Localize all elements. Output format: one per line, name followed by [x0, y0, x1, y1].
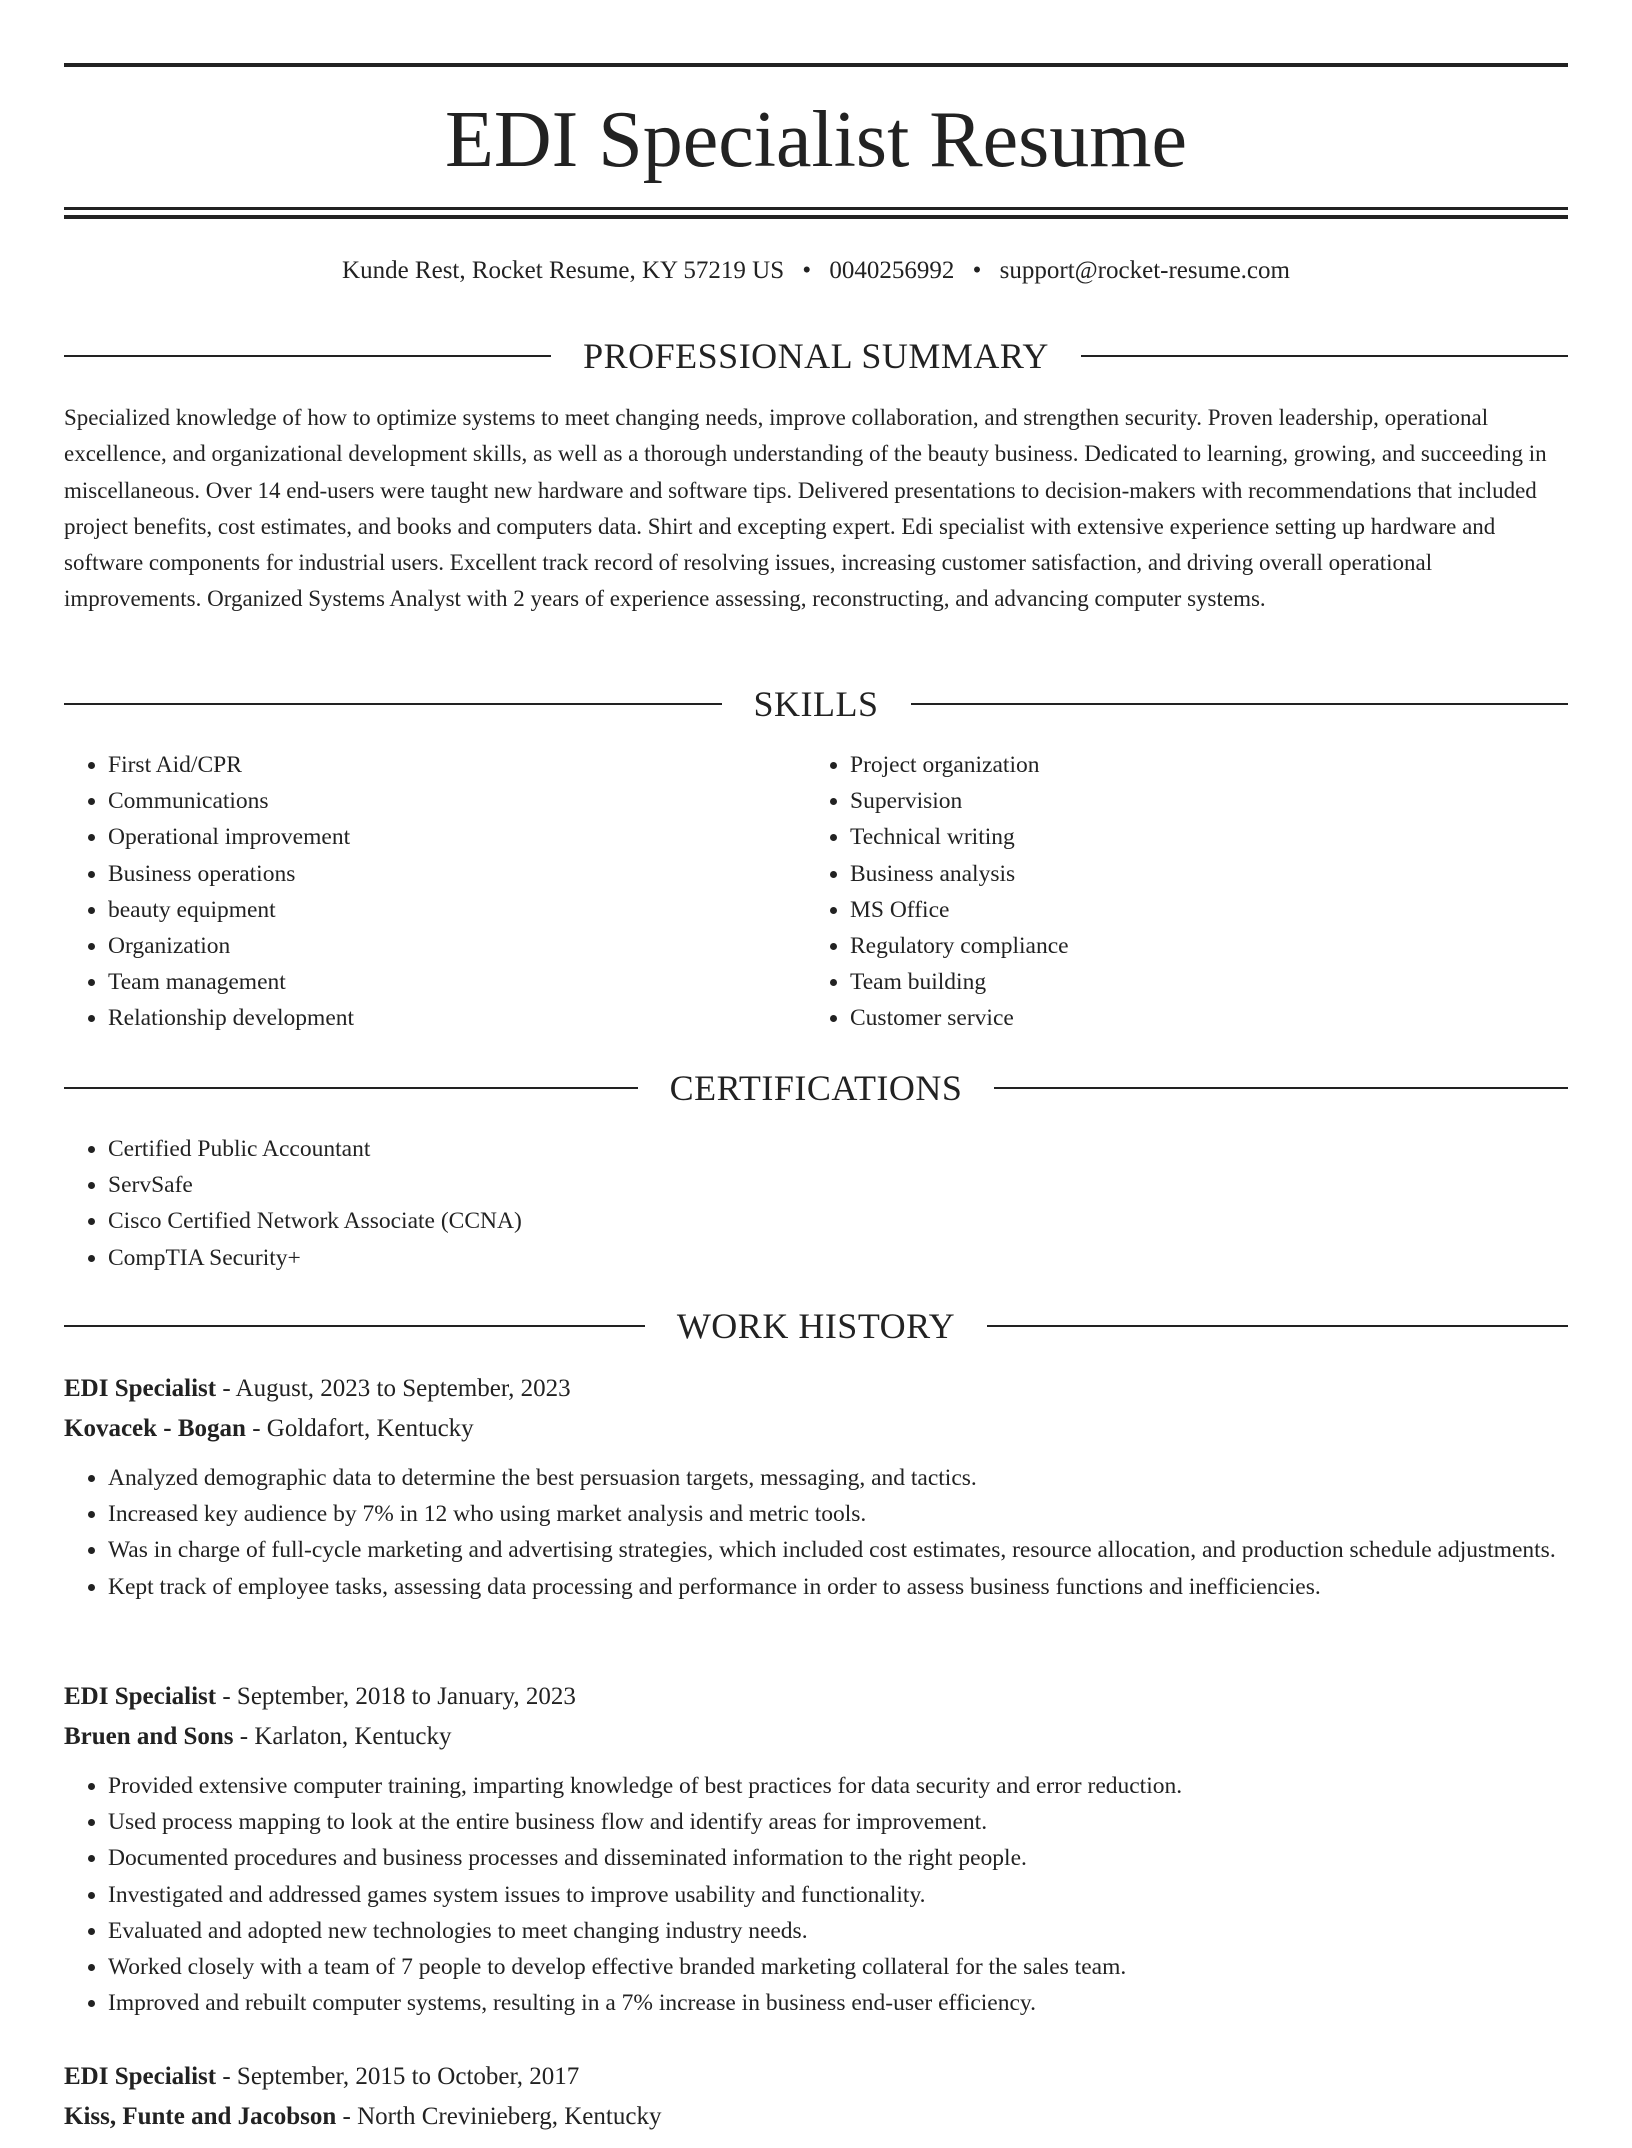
- job-bullet: • Worked closely with a team of 7 people to develop effective branded marketing collateral for the sales team.: [108, 1949, 1568, 1985]
- heading-rule: [987, 1325, 1568, 1327]
- skill-item: • Communications: [108, 783, 784, 819]
- skills-heading: [64, 682, 1568, 726]
- job-bullets: [64, 1768, 1568, 2021]
- contact-phone: 0040256992: [829, 257, 955, 284]
- contact-separator: •: [802, 257, 812, 284]
- job-title-line: [64, 1369, 1568, 1409]
- summary-heading-text: PROFESSIONAL SUMMARY: [583, 336, 1049, 376]
- skill-item: • Relationship development: [108, 1000, 784, 1036]
- job-title: EDI Specialist: [64, 2063, 217, 2090]
- skill-item: • Supervision: [850, 783, 1526, 819]
- title-rule-upper: [64, 207, 1568, 210]
- skill-item: • Customer service: [850, 1000, 1526, 1036]
- certifications-heading: [64, 1066, 1568, 1110]
- skills-column-left: [64, 747, 784, 1037]
- certifications-list: [64, 1131, 1568, 1276]
- heading-rule: [64, 1087, 638, 1089]
- contact-email: support@rocket-resume.com: [999, 257, 1290, 284]
- job-dates: - September, 2015 to October, 2017: [216, 2063, 580, 2090]
- job-company-line: [64, 2097, 1568, 2137]
- job-entry: [64, 1369, 1568, 1605]
- contact-line: [64, 254, 1568, 288]
- work-history-heading-text: WORK HISTORY: [676, 1306, 956, 1346]
- contact-address: Kunde Rest, Rocket Resume, KY 57219 US: [342, 257, 785, 284]
- heading-rule: [1081, 355, 1568, 357]
- skill-item: • Project organization: [850, 747, 1526, 783]
- skill-item: • Team building: [850, 964, 1526, 1000]
- job-bullet: • Used process mapping to look at the entire business flow and identify areas for improvement.: [108, 1804, 1568, 1840]
- skill-item: • Business operations: [108, 856, 784, 892]
- work-history-heading: [64, 1304, 1568, 1348]
- job-bullet: • Provided extensive computer training, imparting knowledge of best practices for data security and error reduction.: [108, 1768, 1568, 1804]
- skill-item: • Team management: [108, 964, 784, 1000]
- certifications-block: [64, 1131, 1568, 1276]
- summary-text: Specialized knowledge of how to optimize systems to meet changing needs, improve collaboration, and strengthen security. Proven leadership, operational excellence, and organizational development skills, as well as a thorough understanding of the beauty business. Dedicated to learning, growing, and succeeding in miscellaneous. Over 14 end-users were taught new hardware and software tips. Delivered presentations to decision-makers with recommendations that included project benefits, cost estimates, and books and computers data. Shirt and excepting expert. Edi specialist with extensive experience setting up hardware and software components for industrial users. Excellent track record of resolving issues, increasing customer satisfaction, and driving overall operational improvements. Organized Systems Analyst with 2 years of experience assessing, reconstructing, and advancing computer systems.: [64, 405, 1547, 612]
- job-location: - North Crevinieberg, Kentucky: [336, 2103, 662, 2130]
- heading-rule: [994, 1087, 1568, 1089]
- skills-list-left: [64, 747, 784, 1037]
- skill-item: • MS Office: [850, 892, 1526, 928]
- job-company: Bruen and Sons: [64, 1723, 234, 1750]
- job-title: EDI Specialist: [64, 1375, 217, 1402]
- job-bullet: • Increased key audience by 7% in 12 who using market analysis and metric tools.: [108, 1496, 1568, 1532]
- job-title-line: [64, 1677, 1568, 1717]
- skill-item: • Business analysis: [850, 856, 1526, 892]
- job-dates: - August, 2023 to September, 2023: [216, 1375, 571, 1402]
- job-bullet: • Analyzed demographic data to determine the best persuasion targets, messaging, and tactics.: [108, 1460, 1568, 1496]
- heading-rule: [911, 703, 1569, 705]
- skill-item: • Technical writing: [850, 819, 1526, 855]
- heading-rule: [64, 1325, 645, 1327]
- job-bullet: • Improved and rebuilt computer systems, resulting in a 7% increase in business end-user efficiency.: [108, 1985, 1568, 2021]
- certification-item: • CompTIA Security+: [108, 1240, 1568, 1276]
- job-company-line: [64, 1717, 1568, 1757]
- summary-heading: [64, 334, 1568, 378]
- heading-rule: [64, 703, 722, 705]
- certification-item: • Cisco Certified Network Associate (CCNA): [108, 1203, 1568, 1239]
- job-bullet: • Documented procedures and business processes and disseminated information to the right people.: [108, 1840, 1568, 1876]
- skill-item: • beauty equipment: [108, 892, 784, 928]
- top-rule: [64, 63, 1568, 67]
- skill-item: • Regulatory compliance: [850, 928, 1526, 964]
- job-bullet: • Evaluated and adopted new technologies to meet changing industry needs.: [108, 1913, 1568, 1949]
- job-company: Kovacek - Bogan: [64, 1415, 246, 1442]
- certification-item: • Certified Public Accountant: [108, 1131, 1568, 1167]
- skills-heading-text: SKILLS: [753, 684, 879, 724]
- skill-item: • First Aid/CPR: [108, 747, 784, 783]
- certification-item: • ServSafe: [108, 1167, 1568, 1203]
- contact-separator: •: [972, 257, 982, 284]
- job-bullet: • Was in charge of full-cycle marketing and advertising strategies, which included cost estimates, resource allocation, and production schedule adjustments.: [108, 1532, 1568, 1568]
- job-location: - Goldafort, Kentucky: [245, 1415, 474, 1442]
- resume-title: EDI Specialist Resume: [444, 96, 1188, 184]
- job-bullet: • Kept track of employee tasks, assessing data processing and performance in order to assess business functions and inefficiencies.: [108, 1569, 1568, 1605]
- title-rule-lower: [64, 215, 1568, 219]
- skill-item: • Operational improvement: [108, 819, 784, 855]
- skills-list-right: [806, 747, 1526, 1037]
- certifications-heading-text: CERTIFICATIONS: [669, 1068, 963, 1108]
- heading-rule: [64, 355, 551, 357]
- job-entry: [64, 1677, 1568, 2021]
- job-title: EDI Specialist: [64, 1683, 217, 1710]
- job-bullets: [64, 1460, 1568, 1605]
- job-company-line: [64, 1409, 1568, 1449]
- job-dates: - September, 2018 to January, 2023: [216, 1683, 576, 1710]
- job-company: Kiss, Funte and Jacobson: [64, 2103, 337, 2130]
- job-location: - Karlaton, Kentucky: [233, 1723, 452, 1750]
- skills-column-right: [806, 747, 1526, 1037]
- job-title-line: [64, 2057, 1568, 2097]
- job-entry: [64, 2057, 1568, 2148]
- job-bullet: • Investigated and addressed games system issues to improve usability and functionality.: [108, 1877, 1568, 1913]
- skill-item: • Organization: [108, 928, 784, 964]
